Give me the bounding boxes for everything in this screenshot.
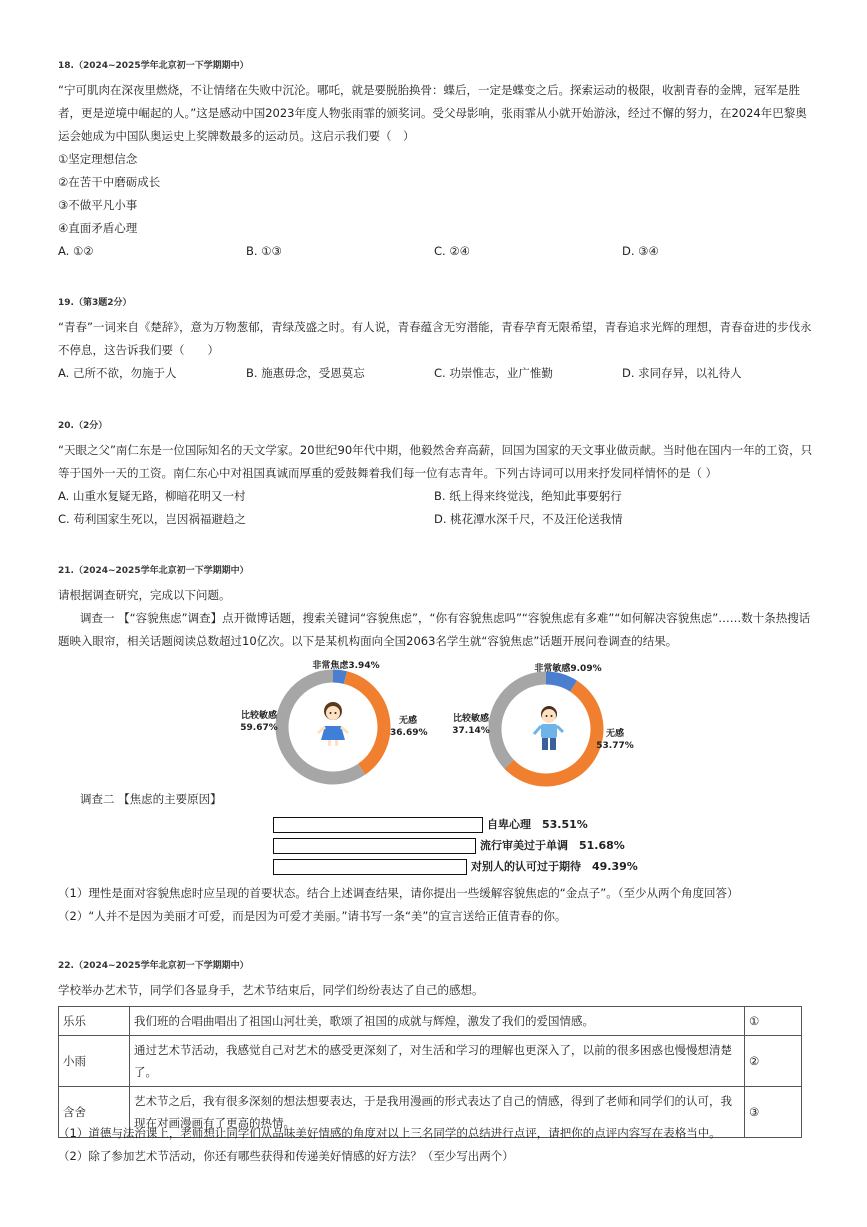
pie1-label-very-anxious: 非常焦虑3.94% [312,661,380,671]
item: ④直面矛盾心理 [58,221,138,235]
option-d[interactable]: D. 桃花潭水深千尺，不及汪伦送我情 [434,512,623,526]
table-row [59,1007,802,1036]
question-18 [58,58,818,263]
table-row [59,1036,802,1087]
question-stem: “青春”一词来自《楚辞》，意为万物葱郁，青绿茂盛之时。有人说，青春蕴含无穷潜能，青春孕育无限希望，青春追求光辉的理想，青春奋进的步伐永不停息，这告诉我们要（ ） [58,320,812,357]
question-header: 18.（2024~2025学年北京初一下学期期中） [58,61,249,71]
student-comment: 艺术节之后，我有很多深刻的想法想要表达，于是我用漫画的形式表达了自己的情感，得到了老师和同学们的认可，我现在对画漫画有了更高的热情。 [130,1087,745,1138]
student-name: 含舍 [59,1087,130,1138]
pie-charts [0,660,867,790]
item: ③不做平凡小事 [58,198,138,212]
student-comment: 通过艺术节活动，我感觉自己对艺术的感受更深刻了，对生活和学习的理解也更深入了，以前的很多困惑也慢慢想清楚了。 [130,1036,745,1087]
option-d[interactable]: D. 求同存异，以礼待人 [622,366,742,380]
bar-2 [273,859,467,875]
question-19 [58,295,818,385]
pie2-label-very-sensitive: 非常敏感9.09% [534,664,602,674]
pie2-label-sensitive [448,713,494,737]
question-header: 22.（2024~2025学年北京初一下学期期中） [58,961,249,971]
q22-sub-question-1: （1）道德与法治课上，老师想让同学们从品味美好情感的角度对以上三名同学的总结进行点评，请把你的点评内容写在表格当中。 [58,1126,721,1140]
sub-question-2: （2）“人并不是因为美丽才可爱，而是因为可爱才美丽。”请书写一条“美”的宣言送给正值青春的你。 [58,909,567,923]
option-a[interactable]: A. 山重水复疑无路，柳暗花明又一村 [58,489,246,503]
question-header: 19.（第3题2分） [58,298,132,308]
pie2-label-none [595,728,635,752]
q22-sub-question-2: （2）除了参加艺术节活动，你还有哪些获得和传递美好情感的好方法？（至少写出两个） [58,1149,514,1163]
pie2-slice-0 [546,678,574,686]
pie1-label-sensitive [236,710,282,734]
student-name: 乐乐 [59,1007,130,1036]
question-header: 21.（2024~2025学年北京初一下学期期中） [58,566,249,576]
answer-cell[interactable]: ② [745,1036,802,1087]
option-c[interactable]: C. 苟利国家生死以，岂因祸福避趋之 [58,512,246,526]
question-intro: 学校举办艺术节，同学们各显身手，艺术节结束后，同学们纷纷表达了自己的感想。 [58,983,484,997]
option-a[interactable]: A. 己所不欲，勿施于人 [58,366,177,380]
bar-1 [273,838,476,854]
options [58,362,818,385]
sub-question-1: （1）理性是面对容貌焦虑时应呈现的首要状态。结合上述调查结果，请你提出一些缓解容貌焦虑的“金点子”。（至少从两个角度回答） [58,886,739,900]
option-a[interactable]: A. ①② [58,244,94,258]
survey-two-title: 调查二 【焦虑的主要原因】 [80,792,222,806]
pie1-label-none-text: 无感 36.69% [390,716,428,738]
option-b[interactable]: B. 纸上得来终觉浅，绝知此事要躬行 [434,489,622,503]
bar-label-0: 自卑心理 53.51% [487,818,588,831]
answer-cell[interactable]: ① [745,1007,802,1036]
student-name: 小雨 [59,1036,130,1087]
boy-cartoon-icon [532,704,566,752]
pie1-label-sensitive-text: 比较敏感 59.67% [240,711,278,733]
bar-label-2: 对别人的认可过于期待 49.39% [471,860,638,873]
option-b[interactable]: B. ①③ [246,244,282,258]
question-22 [58,958,818,1002]
pie1-slice-0 [333,676,345,678]
options [58,240,818,263]
options [58,485,818,508]
option-d[interactable]: D. ③④ [622,244,659,258]
pie2-label-sensitive-text: 比较敏感 37.14% [452,714,490,736]
question-20 [58,418,818,531]
survey-one-text: 调查一 【“容貌焦虑”调查】点开微博话题，搜索关键词“容貌焦虑”，“你有容貌焦虑吗”“容貌焦虑有多难”“如何解决容貌焦虑”……数十条热搜话题映入眼帘，相关话题阅读总数超过10亿次。以下是某机构面向全国2063名学生就“容貌焦虑”话题开展问卷调查的结果。 [58,611,811,648]
student-comment: 我们班的合唱曲唱出了祖国山河壮美，歌颂了祖国的成就与辉煌，激发了我们的爱国情感。 [130,1007,745,1036]
option-c[interactable]: C. 功崇惟志，业广惟勤 [434,366,553,380]
question-header: 20.（2分） [58,421,108,431]
answer-cell[interactable]: ③ [745,1087,802,1138]
option-b[interactable]: B. 施惠毋念，受恩莫忘 [246,366,365,380]
bar-0 [273,817,483,833]
pie2-label-none-text: 无感 53.77% [596,729,634,751]
question-stem: “宁可肌肉在深夜里燃烧，不让情绪在失败中沉沦。哪吒，就是要脱胎换骨：蝶后，一定是蝶变之后。探索运动的极限，收割青春的金牌，冠军是胜者，更是逆境中崛起的人。”这是感动中国2023年度人物张雨霏的颁奖词。受父母影响，张雨霏从小就开始游泳，经过不懈的努力，在2024年巴黎奥运会她成为中国队奥运史上奖牌数最多的运动员。这启示我们要（ ） [58,83,807,143]
pie1-label-none [390,715,426,739]
option-c[interactable]: C. ②④ [434,244,470,258]
item: ②在苦干中磨砺成长 [58,175,161,189]
question-21 [58,563,818,653]
pie1-slice-1 [345,678,384,770]
reflection-table [58,1006,802,1138]
options [58,508,818,531]
question-stem: “天眼之父”南仁东是一位国际知名的天文学家。20世纪90年代中期，他毅然舍弃高薪，回国为国家的天文事业做贡献。当时他在国内一年的工资，只等于国外一天的工资。南仁东心中对祖国真诚而厚重的爱鼓舞着我们每一位有志青年。下列古诗词可以用来抒发同样情怀的是（ ） [58,443,813,480]
question-intro: 请根据调查研究，完成以下问题。 [58,588,231,602]
girl-cartoon-icon [316,700,350,746]
bar-label-1: 流行审美过于单调 51.68% [480,839,625,852]
item: ①坚定理想信念 [58,152,138,166]
